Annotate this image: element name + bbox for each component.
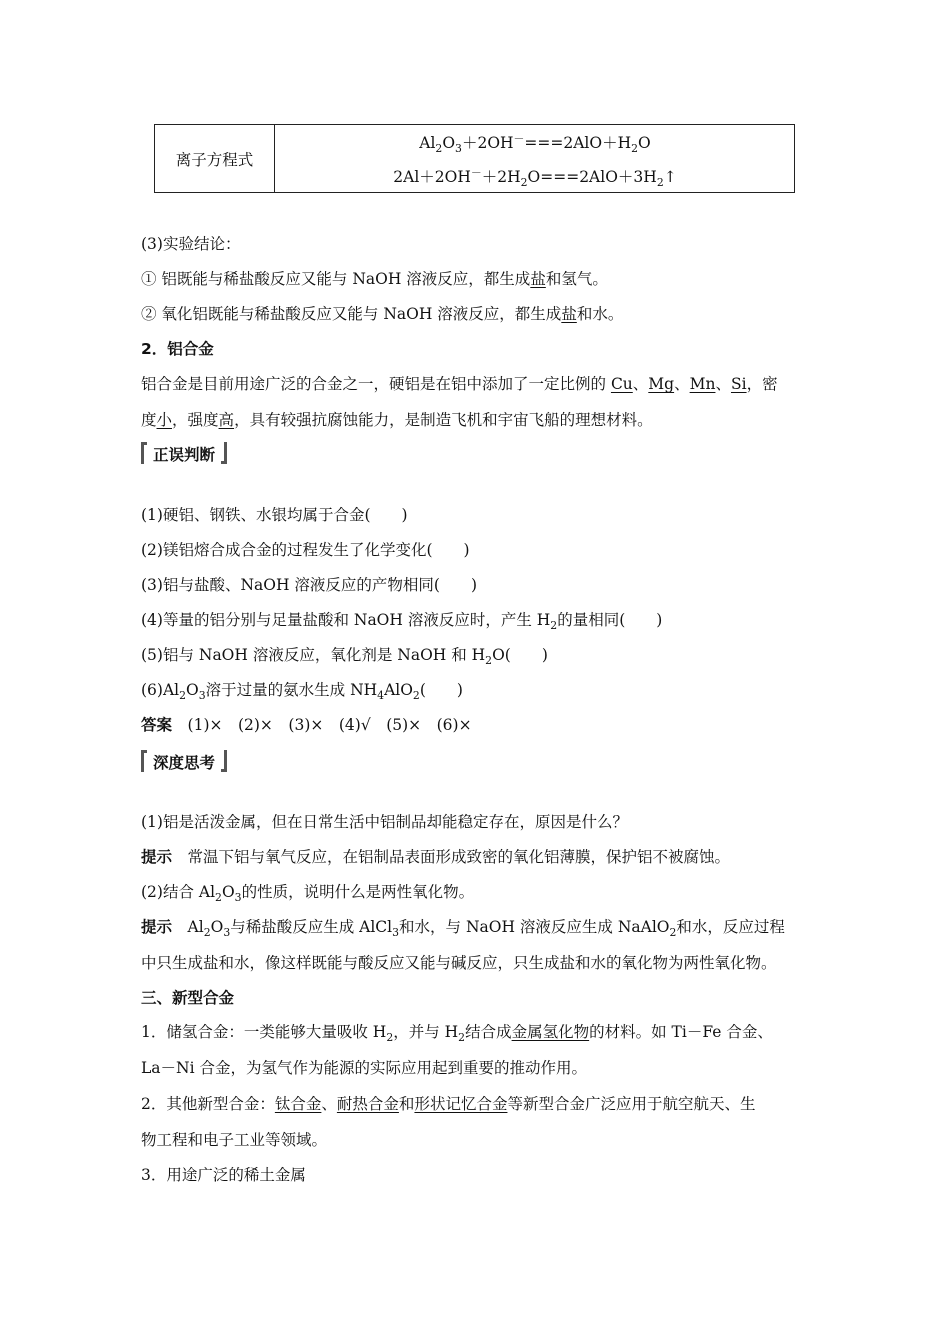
new-alloy-line-1: 1．储氢合金：一类能够大量吸收 $H_2$，并与 $H_2$结合成金属氢化物的材料。如 Ti－Fe 合金、 (141, 1023, 773, 1045)
judge-question-6: $(6)Al_2O_3$溶于过量的氨水生成 $NH_4AlO_2$( ) (141, 681, 463, 703)
judge-question-2: (2)镁铝熔合成合金的过程发生了化学变化( ) (141, 541, 470, 559)
alloy-heading: 2．铝合金 (141, 340, 214, 358)
judge-question-3: (3)铝与盐酸、NaOH 溶液反应的产物相同( ) (141, 576, 478, 594)
conclusion-title: (3)实验结论： (141, 235, 241, 253)
equation-1: $Al_2O_3+2OH^-===2AlO+H_2O$ (419, 131, 651, 156)
answer-label: 答案 (141, 716, 173, 734)
bracket-left-icon (141, 442, 147, 464)
new-alloy-heading: 三、新型合金 (141, 989, 235, 1007)
equation-2: $2Al+2OH^-+2H_2O===2AlO+3H_2↑$ (393, 165, 677, 190)
answer-text: (1)× (2)× (3)× (4)√ (5)× (6)× (187, 716, 472, 734)
hint-label: 提示 (141, 848, 173, 866)
think-question-2: (2)结合 $Al_2O_3$的性质，说明什么是两性氧化物。 (141, 883, 475, 905)
conclusion-item-2: ② 氧化铝既能与稀盐酸反应又能与 NaOH 溶液反应，都生成盐和水。 (141, 305, 624, 323)
alloy-paragraph-line-1: 铝合金是目前用途广泛的合金之一，硬铝是在铝中添加了一定比例的 Cu、Mg、Mn、Si，密 (141, 375, 778, 393)
think-answer-2-line-2: 中只生成盐和水，像这样既能与酸反应又能与碱反应，只生成盐和水的氧化物为两性氧化物。 (141, 954, 777, 972)
think-answer-1: 提示 常温下铝与氧气反应，在铝制品表面形成致密的氧化铝薄膜，保护铝不被腐蚀。 (141, 848, 731, 866)
bracket-right-icon (221, 442, 227, 464)
bracket-left-icon (141, 750, 147, 772)
think-answer-2-line-1: 提示 $Al_2O_3$与稀盐酸反应生成 AlCl$_3$和水，与 NaOH 溶液反应生成 NaAlO$_2$和水，反应过程 (141, 918, 785, 940)
judge-answer (141, 715, 472, 735)
new-alloy-line-5: 3．用途广泛的稀土金属 (141, 1166, 306, 1184)
alloy-paragraph-line-2: 度小，强度高，具有较强抗腐蚀能力，是制造飞机和宇宙飞船的理想材料。 (141, 411, 653, 429)
judge-question-5: (5)铝与 NaOH 溶液反应，氧化剂是 NaOH 和 $H_2O$( ) (141, 646, 548, 668)
think-section-heading: 深度思考 (141, 750, 231, 774)
new-alloy-line-2: La－Ni 合金，为氢气作为能源的实际应用起到重要的推动作用。 (141, 1059, 587, 1077)
judge-question-1: (1)硬铝、钢铁、水银均属于合金( ) (141, 506, 408, 524)
new-alloy-line-4: 物工程和电子工业等领域。 (141, 1131, 328, 1149)
think-question-1: (1)铝是活泼金属，但在日常生活中铝制品却能稳定存在，原因是什么？ (141, 813, 628, 831)
judge-question-4: (4)等量的铝分别与足量盐酸和 NaOH 溶液反应时，产生 $H_2$的量相同( ) (141, 611, 663, 633)
bracket-right-icon (221, 750, 227, 772)
table-label-cell: 离子方程式 (155, 125, 275, 192)
ion-equation-table (154, 124, 795, 193)
hint-label: 提示 (141, 918, 173, 936)
new-alloy-line-3: 2．其他新型合金：钛合金、耐热合金和形状记忆合金等新型合金广泛应用于航空航天、生 (141, 1095, 756, 1113)
judge-section-heading: 正误判断 (141, 442, 231, 466)
conclusion-item-1: ① 铝既能与稀盐酸反应又能与 NaOH 溶液反应，都生成盐和氢气。 (141, 270, 608, 288)
